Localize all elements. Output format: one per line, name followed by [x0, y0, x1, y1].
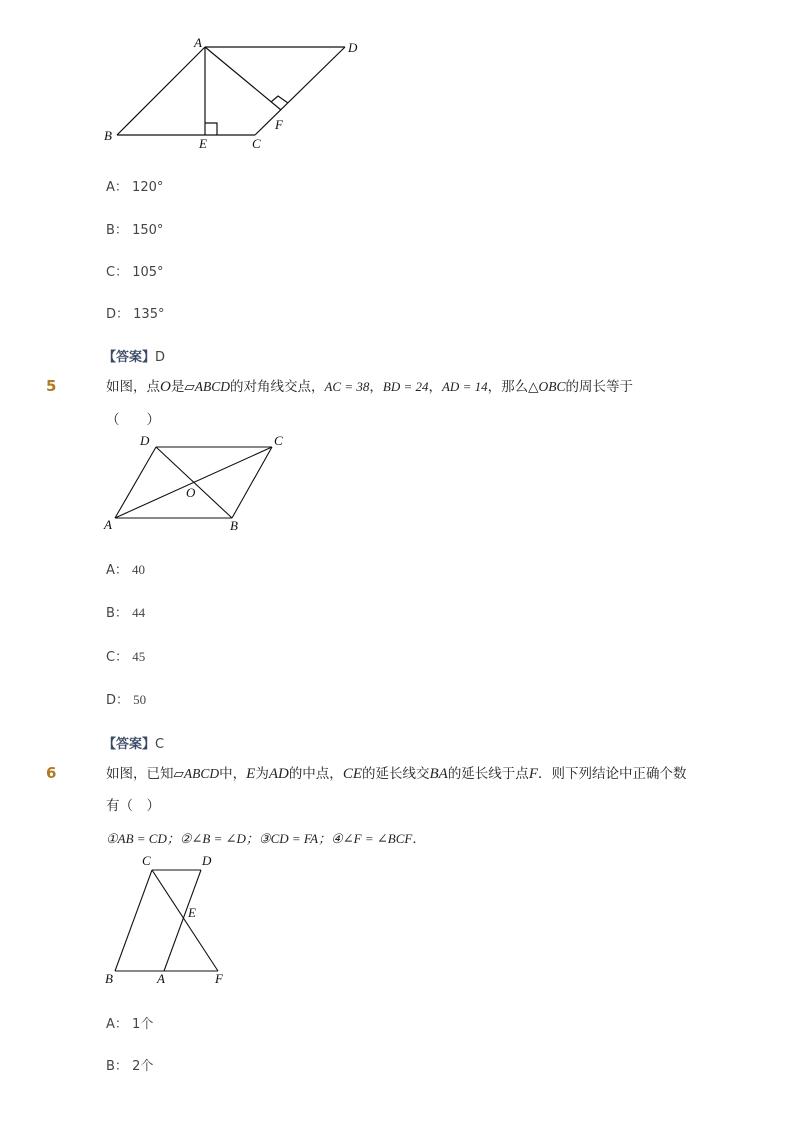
- q6-side-da: [164, 870, 201, 971]
- q5-option-a[interactable]: A： 40: [106, 562, 146, 578]
- q4-option-d[interactable]: D： 135°: [106, 307, 165, 322]
- q6-text-line1: 如图，已知▱ABCD中，E为AD的中点，CE的延长线交BA的延长线于点F．则下列结论中正确个数: [106, 766, 687, 782]
- q4-side-dc: [255, 47, 345, 135]
- q6-label-a: A: [157, 971, 165, 986]
- q4-label-e: E: [199, 136, 207, 151]
- q5-option-d[interactable]: D： 50: [106, 692, 147, 708]
- q4-figure: [95, 30, 375, 155]
- q5-label-d: D: [140, 433, 150, 448]
- q5-label-c: C: [274, 433, 283, 448]
- q5-label-o: O: [186, 485, 196, 500]
- q5-label-a: A: [104, 517, 112, 532]
- q5-answer: 【答案】C: [103, 737, 165, 752]
- q4-altitude-af: [205, 47, 281, 110]
- q6-option-b[interactable]: B： 2个: [106, 1059, 154, 1074]
- q4-side-ba: [117, 47, 205, 135]
- q4-label-b: B: [104, 128, 112, 143]
- q6-option-a[interactable]: A： 1个: [106, 1017, 154, 1032]
- q5-paren: （ ）: [106, 412, 160, 428]
- q4-option-c[interactable]: C： 105°: [106, 265, 164, 280]
- q6-label-e: E: [188, 905, 196, 920]
- q6-label-d: D: [202, 853, 212, 868]
- q4-answer: 【答案】D: [103, 350, 166, 365]
- q6-label-f: F: [215, 971, 223, 986]
- q4-label-a: A: [194, 35, 202, 50]
- q4-option-b[interactable]: B： 150°: [106, 223, 164, 238]
- q6-conclusions: ①AB = CD；②∠B = ∠D；③CD = FA；④∠F = ∠BCF．: [106, 831, 426, 846]
- q5-side-ad: [115, 447, 156, 518]
- q4-label-f: F: [275, 117, 283, 132]
- q4-right-angle-f: [271, 96, 288, 103]
- q6-text-line2: 有（ ）: [106, 798, 160, 814]
- q5-number: 5: [46, 377, 57, 395]
- q4-option-a[interactable]: A： 120°: [106, 180, 164, 195]
- q5-option-c[interactable]: C： 45: [106, 649, 146, 665]
- q6-line-cf: [152, 870, 218, 971]
- q4-label-d: D: [348, 40, 358, 55]
- q4-label-c: C: [252, 136, 261, 151]
- q5-option-b[interactable]: B： 44: [106, 605, 146, 621]
- q6-label-b: B: [105, 971, 113, 986]
- q5-text: 如图，点O是▱ABCD的对角线交点，AC = 38，BD = 24，AD = 14，那么△OBC的周长等于: [106, 379, 633, 395]
- q5-figure: [100, 430, 300, 535]
- q6-label-c: C: [142, 853, 151, 868]
- q6-number: 6: [46, 764, 57, 782]
- q5-label-b: B: [230, 518, 238, 533]
- q6-figure: [100, 850, 240, 990]
- q6-side-bc: [115, 870, 152, 971]
- q5-side-cb: [232, 447, 272, 518]
- q4-right-angle-e: [205, 123, 217, 135]
- q5-diagonal-bd: [156, 447, 232, 518]
